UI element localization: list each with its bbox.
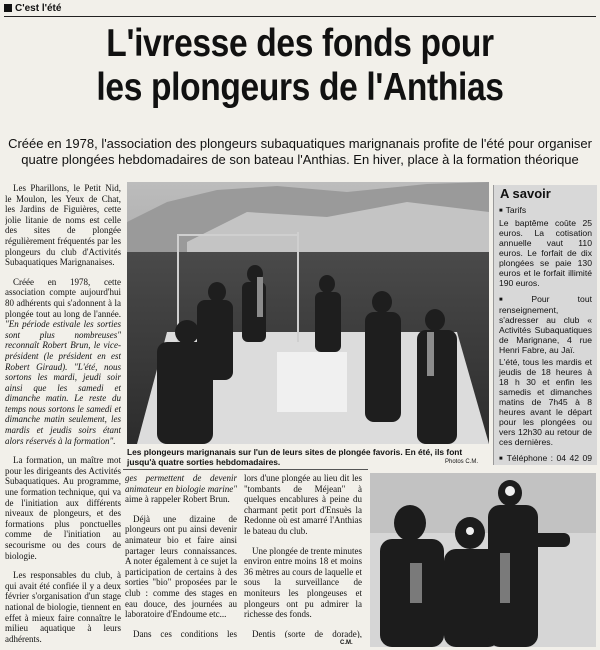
info-box-title: A savoir	[500, 186, 551, 201]
divider	[123, 469, 368, 470]
phone-number: ■ Téléphone : 04 42 09	[499, 453, 592, 465]
photo-caption: Les plongeurs marignanais sur l'un de leurs sites de plongée favoris. En été, ils font jusqu'à quatre sorties hebdomadaires.	[127, 447, 463, 467]
section-rubric: C'est l'été	[4, 2, 596, 17]
paragraph: Dentis (sorte de dorade),	[252, 628, 362, 638]
paragraph: Déjà une dizaine de plongeurs ont pu ainsi devenir animateur bio et faire ainsi partager leurs connaissances. A noter également à ce sujet la participation de certains à des sorties "bio" proposées par le club : comme des stages en eau douce, des journées au laboratoire d'Endoume etc...	[125, 513, 237, 620]
headline-line-1: L'ivresse des fonds pour	[106, 22, 494, 65]
contact-info: ■ Pour tout renseignement, s'adresser au club « Activités Subaquatiques de Marignane, 4 rue Henri Fabre, au Jaï.	[499, 294, 592, 355]
paragraph: Les Pharillons, le Petit Nid, le Moulon, les Yeux de Chat, les Jardins de Figuières, cette jolie litanie de noms est celle des sites de plongée régulièrement fréquentés par les plongeurs du club d'Activités Subaquatiques Marignanaises.	[5, 183, 121, 268]
tarifs-label: ■ Tarifs	[499, 205, 592, 216]
photo-divers-on-boat	[127, 182, 489, 444]
headline	[42, 22, 558, 110]
article-column-mid-2	[244, 473, 362, 638]
lead-paragraph: Créée en 1978, l'association des plongeurs subaquatiques marignanais profite de l'été pour organiser quatre plongées hebdomadaires de son bateau l'Anthias. En hiver, place à la formation théorique	[8, 136, 592, 167]
paragraph: Dans ces conditions les	[133, 628, 237, 638]
paragraph: lors d'une plongée au lieu dit les "tombants de Méjean" à quelques encablures à peine du charmant petit port d'Ensuès la Redonne où est amarré l'Anthias le bateau du club.	[244, 473, 362, 536]
schedule-text: L'été, tous les mardis et jeudis de 18 heures à 18 h 30 et enfin les samedis et dimanches matins de 7h45 à 8 heures avant le départ pour les plongées ou vers 12h30 au retour de ces dernières.	[499, 357, 592, 447]
paragraph: La formation, un maître mot pour les dirigeants des Activités Subaquatiques. Au programme, une formation technique, qui va de l'initiation aux différents niveaux de plongeurs, et des formations plus ponctuelles comme de l'initiation au secourisme ou des cours de biologie.	[5, 455, 121, 561]
paragraph: ges permettent de devenir animateur en biologie marine" aime à rappeler Robert Brun.	[125, 473, 237, 505]
tarifs-text: Le baptême coûte 25 euros. La cotisation annuelle vaut 110 euros. Le forfait de dix plongées se paie 130 euros et le forfait illimité 190 euros.	[499, 218, 592, 288]
headline-line-2: les plongeurs de l'Anthias	[96, 66, 504, 109]
paragraph: Les responsables du club, à qui avait été confiée il y a deux février s'organisation d'un stage national de biologie, tiennent en effet à mieux faire connaître le milieu aquatique à leurs adhérents.	[5, 570, 121, 644]
info-box	[493, 185, 597, 465]
square-bullet-icon	[4, 4, 12, 12]
article-column-mid-1	[125, 473, 237, 638]
photo-credit: Photos C.M.	[445, 459, 479, 465]
paragraph: Créée en 1978, cette association compte aujourd'hui 80 adhérents qui s'adonnent à la plongée tout au long de l'année. "En période estivale les sorties sont plus nombreuses" reconnaît Robert Brun, le vice-président (le président en est Robert Giraud). "L'été, nous sortons les mardi, jeudi soir ainsi que les samedi et dimanche matin. Le reste du temps nous sortons le samedi et dimanche matin seulement, les mardis et jeudis soirs étant alors réservés à la formation".	[5, 276, 121, 446]
article-signature: C.M.	[340, 640, 353, 646]
paragraph: Une plongée de trente minutes environ entre moins 18 et moins 36 mètres au cours de laquelle et sous la surveillance de moniteurs les plongeuses et plongeurs ont pu admirer la richesse des fonds.	[244, 545, 362, 620]
photo-divers-close-up	[370, 473, 596, 647]
article-column-left	[5, 183, 121, 648]
